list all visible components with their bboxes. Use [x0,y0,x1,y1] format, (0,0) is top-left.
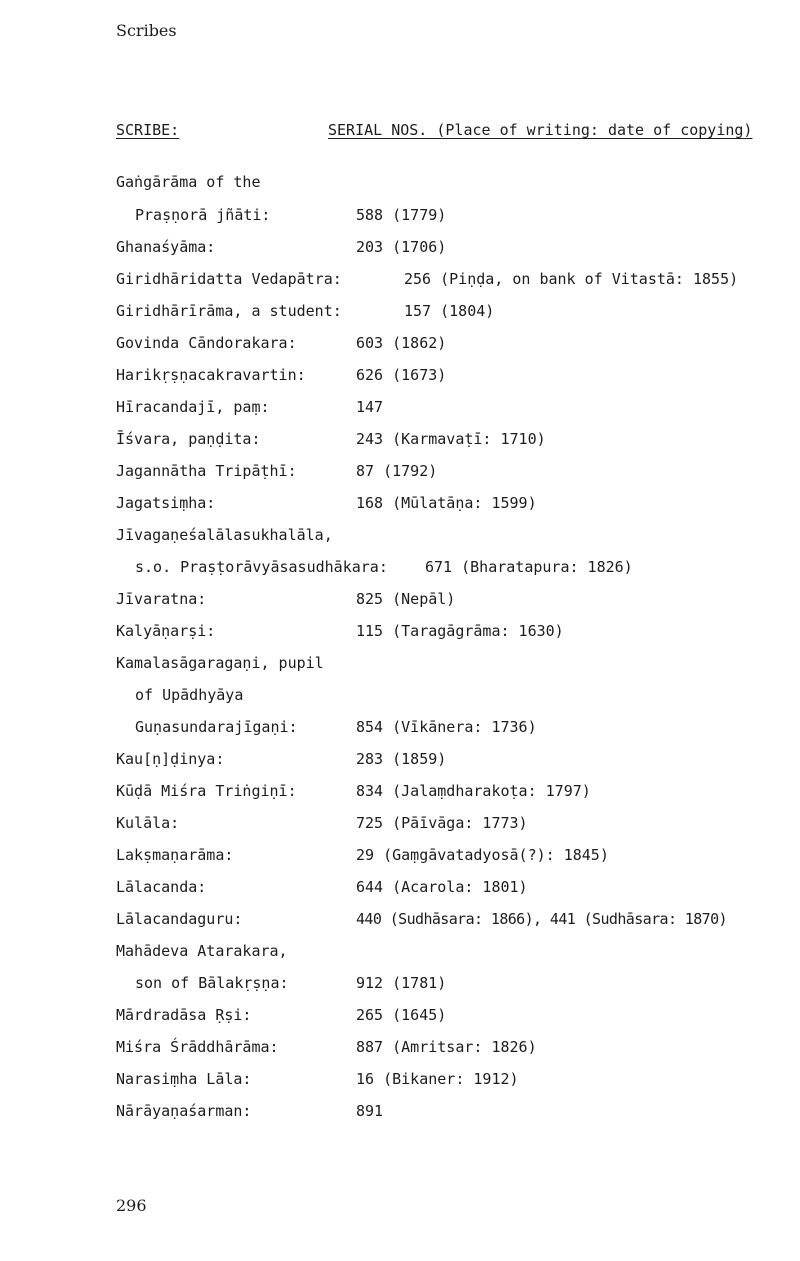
entry-name: Īśvara, paṇḍita: [116,430,261,448]
entry-serial: 854 (Vīkānera: 1736) [356,718,537,736]
entry-serial: 256 (Piṇḍa, on bank of Vitastā: 1855) [404,270,739,288]
entry-name: Kulāla: [116,814,180,832]
entry-name: Giridhārīrāma, a student: [116,302,342,320]
entry-serial: 644 (Acarola: 1801) [356,878,528,896]
entry-name: son of Bālakṛṣṇa: [135,974,289,992]
entry-serial: 912 (1781) [356,974,447,992]
entry-name: Miśra Śrāddhārāma: [116,1038,279,1056]
entry-name: Guṇasundarajīgaṇi: [135,718,298,736]
entry-serial: 243 (Karmavaṭī: 1710) [356,430,546,448]
entry-serial: 265 (1645) [356,1006,447,1024]
entry-serial: 671 (Bharatapura: 1826) [425,558,633,576]
entry-serial: 603 (1862) [356,334,447,352]
entry-serial: 834 (Jalaṃdharakoṭa: 1797) [356,782,591,800]
entry-name: Kamalasāgaragaṇi, pupil [116,654,324,672]
entry-serial: 115 (Taragāgrāma: 1630) [356,622,564,640]
entry-name: of Upādhyāya [135,686,244,704]
entry-name: Lālacandaguru: [116,910,243,928]
entry-name: Lakṣmaṇarāma: [116,846,234,864]
entry-serial: 157 (1804) [404,302,495,320]
entry-name: Nārāyaṇaśarman: [116,1102,252,1120]
entry-serial: 283 (1859) [356,750,447,768]
entry-serial: 87 (1792) [356,462,438,480]
entry-serial: 168 (Mūlatāṇa: 1599) [356,494,537,512]
entry-name: Jīvaratna: [116,590,207,608]
entry-serial: 626 (1673) [356,366,447,384]
entry-name: Mahādeva Atarakara, [116,942,288,960]
entry-serial: 725 (Pāīvāga: 1773) [356,814,528,832]
entry-name: Govinda Cāndorakara: [116,334,297,352]
entry-name: Mārdradāsa Ṛṣi: [116,1006,252,1024]
entry-name: Lālacanda: [116,878,207,896]
running-head: Scribes [116,21,177,40]
entry-name: Harikṛṣṇacakravartin: [116,366,306,384]
entry-name: Kūḍā Miśra Triṅgiṇī: [116,782,297,800]
entry-serial: 16 (Bikaner: 1912) [356,1070,519,1088]
entry-name: Narasiṃha Lāla: [116,1070,252,1088]
entry-name: Kau[ṇ]ḍinya: [116,750,225,768]
entry-name: Kalyāṇarṣi: [116,622,216,640]
entry-name: Giridhāridatta Vedapātra: [116,270,342,288]
entry-name: s.o. Praṣṭorāvyāsasudhākara: [135,558,388,576]
entry-name: Jagatsiṃha: [116,494,216,512]
entry-name: Gaṅgārāma of the [116,173,261,191]
serial-column-header: SERIAL NOS. (Place of writing: date of copying) [328,121,753,139]
entry-serial: 29 (Gaṃgāvatadyosā(?): 1845) [356,846,609,864]
entry-serial: 203 (1706) [356,238,447,256]
entry-name: Praṣṇorā jñāti: [135,206,271,224]
entry-serial: 440 (Sudhāsara: 1866), 441 (Sudhāsara: 1870) [356,910,727,928]
entry-name: Jīvagaṇeśalālasukhalāla, [116,526,333,544]
entry-serial: 147 [356,398,384,416]
entry-serial: 891 [356,1102,384,1120]
entry-name: Hīracandajī, paṃ: [116,398,270,416]
entry-name: Ghanaśyāma: [116,238,216,256]
entry-serial: 588 (1779) [356,206,447,224]
entry-name: Jagannātha Tripāṭhī: [116,462,297,480]
entry-serial: 887 (Amritsar: 1826) [356,1038,537,1056]
scribe-column-header: SCRIBE: [116,121,180,139]
page-number: 296 [116,1196,147,1215]
entry-serial: 825 (Nepāl) [356,590,456,608]
